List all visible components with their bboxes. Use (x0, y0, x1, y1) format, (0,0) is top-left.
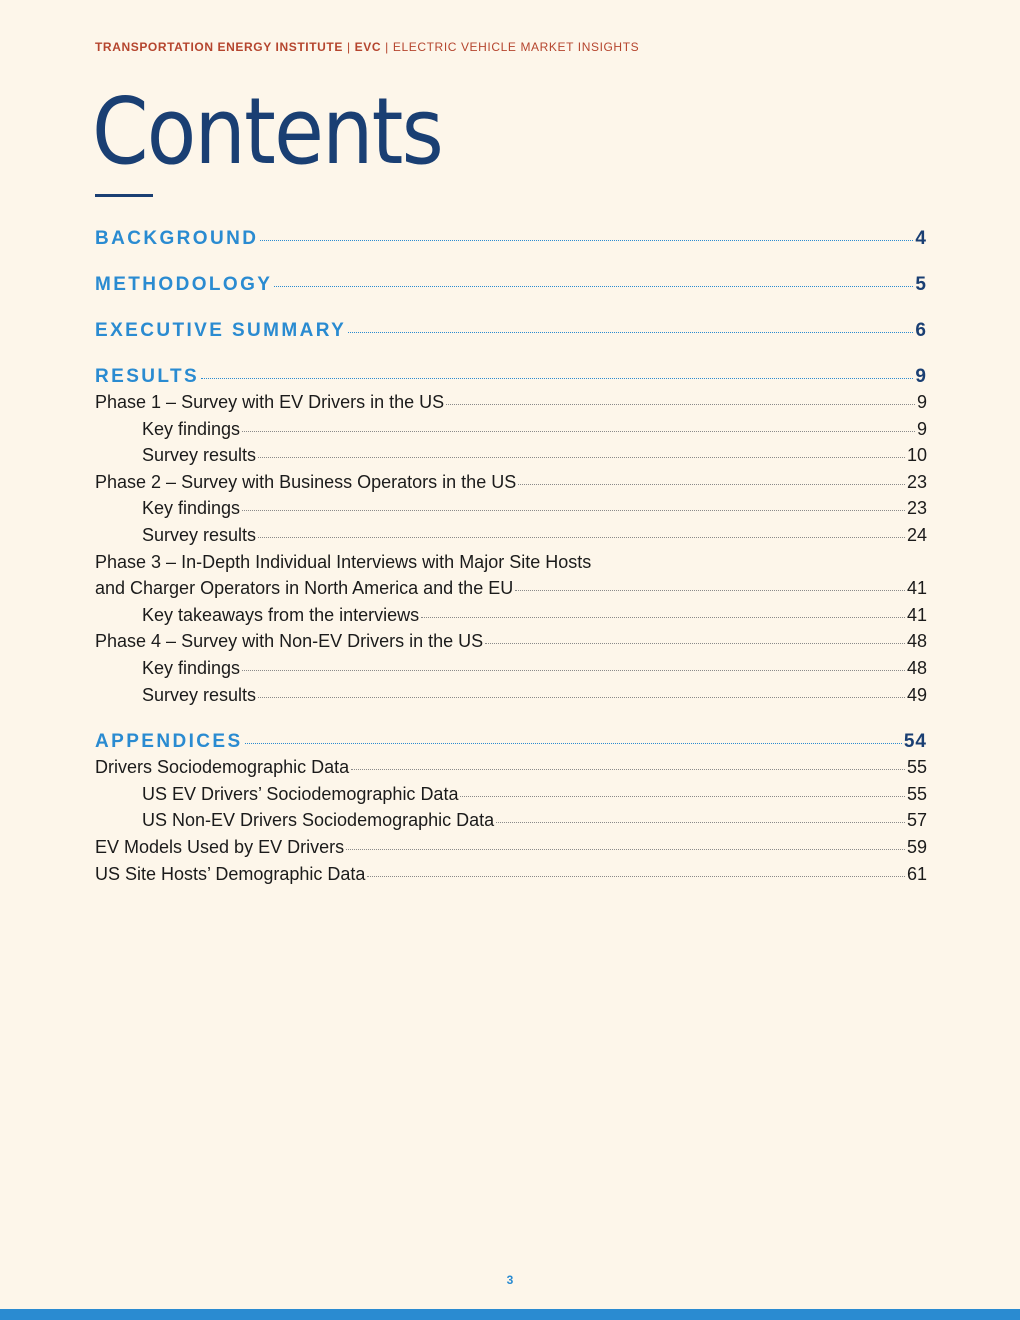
toc-entry-ev-models[interactable] (95, 837, 927, 864)
toc-label: US EV Drivers’ Sociodemographic Data (142, 783, 459, 804)
dot-leader (460, 796, 905, 797)
toc-label: US Site Hosts’ Demographic Data (95, 863, 366, 884)
dot-leader (274, 286, 913, 287)
dot-leader (201, 378, 913, 379)
header-separator: | (346, 40, 351, 54)
toc-page: 55 (906, 783, 927, 804)
toc-page: 23 (906, 498, 927, 519)
toc-entry-phase1-survey-results[interactable] (95, 445, 927, 472)
toc-entry-phase2[interactable] (95, 472, 927, 499)
toc-page: 4 (915, 228, 927, 249)
dot-leader (242, 510, 905, 511)
dot-leader (515, 590, 905, 591)
toc-label: Phase 4 – Survey with Non-EV Drivers in the US (95, 631, 484, 652)
toc-label: METHODOLOGY (95, 274, 273, 295)
toc-page: 48 (906, 657, 927, 678)
toc-entry-ev-drivers-sociodemographic[interactable] (95, 784, 927, 811)
header-separator: | (385, 40, 389, 54)
toc-entry-phase4-survey-results[interactable] (95, 685, 927, 712)
toc-page: 6 (915, 320, 927, 341)
toc-label: Survey results (142, 524, 257, 545)
dot-leader (245, 743, 902, 744)
toc-entry-phase1[interactable] (95, 392, 927, 419)
toc-page: 49 (906, 684, 927, 705)
toc-page: 59 (906, 836, 927, 857)
toc-entry-phase4-key-findings[interactable] (95, 658, 927, 685)
dot-leader (367, 876, 905, 877)
toc-label: US Non-EV Drivers Sociodemographic Data (142, 810, 495, 831)
dot-leader (258, 457, 905, 458)
toc-page: 41 (906, 578, 927, 599)
dot-leader (485, 643, 905, 644)
toc-label: RESULTS (95, 366, 200, 387)
toc-label: Key findings (142, 418, 241, 439)
header-report: ELECTRIC VEHICLE MARKET INSIGHTS (392, 40, 640, 54)
toc-entry-phase3-line2[interactable] (95, 578, 927, 605)
dot-leader (242, 670, 905, 671)
dot-leader (351, 769, 905, 770)
toc-entry-background[interactable] (95, 228, 927, 254)
toc-label: Phase 1 – Survey with EV Drivers in the US (95, 392, 445, 412)
toc-entry-phase4[interactable] (95, 631, 927, 658)
toc-label: Drivers Sociodemographic Data (95, 757, 350, 778)
toc-label: Survey results (142, 684, 257, 705)
title-underline (95, 194, 153, 197)
toc-label: Key takeaways from the interviews (142, 604, 420, 625)
toc-entry-drivers-sociodemographic[interactable] (95, 757, 927, 784)
toc-page: 24 (906, 524, 927, 545)
toc-entry-executive-summary[interactable] (95, 320, 927, 346)
toc-entry-phase3-line1[interactable] (95, 552, 927, 579)
toc-entry-nonev-drivers-sociodemographic[interactable] (95, 810, 927, 837)
toc-label: Phase 3 – In-Depth Individual Interviews with Major Site Hosts (95, 551, 592, 572)
toc-page: 9 (916, 418, 927, 439)
dot-leader (242, 431, 915, 432)
toc-label: EXECUTIVE SUMMARY (95, 320, 347, 341)
toc-entry-phase2-survey-results[interactable] (95, 525, 927, 552)
toc-page: 55 (906, 757, 927, 778)
toc-entry-results[interactable] (95, 366, 927, 392)
toc-entry-methodology[interactable] (95, 274, 927, 300)
toc-entry-phase2-key-findings[interactable] (95, 498, 927, 525)
dot-leader (258, 537, 905, 538)
toc-label: BACKGROUND (95, 228, 259, 249)
toc-page: 48 (906, 631, 927, 652)
header-program: EVC (354, 40, 382, 54)
dot-leader (421, 617, 905, 618)
dot-leader (446, 404, 915, 405)
toc-label: Survey results (142, 445, 257, 466)
header-org: TRANSPORTATION ENERGY INSTITUTE (95, 40, 343, 54)
page-title: Contents (92, 78, 443, 185)
toc-label: and Charger Operators in North America and the EU (95, 578, 514, 599)
toc-page: 5 (915, 274, 927, 295)
dot-leader (258, 697, 905, 698)
dot-leader (260, 240, 913, 241)
toc-entry-appendices[interactable] (95, 731, 927, 757)
running-header (95, 40, 639, 54)
toc-page: 9 (915, 366, 927, 387)
page-number: 3 (506, 1273, 514, 1287)
dot-leader (518, 484, 905, 485)
toc-page: 41 (906, 604, 927, 625)
toc-label: APPENDICES (95, 731, 243, 753)
toc-page: 9 (916, 392, 927, 412)
dot-leader (346, 849, 905, 850)
toc-page: 23 (906, 471, 927, 492)
toc-label: EV Models Used by EV Drivers (95, 836, 345, 857)
toc-page: 54 (903, 731, 927, 753)
toc-label: Phase 2 – Survey with Business Operators in the US (95, 471, 517, 492)
toc-entry-phase3-key-takeaways[interactable] (95, 605, 927, 632)
toc-page: 10 (906, 445, 927, 466)
bottom-accent-bar (0, 1309, 1020, 1320)
toc-page: 57 (906, 810, 927, 831)
toc-page: 61 (906, 863, 927, 884)
dot-leader (348, 332, 913, 333)
toc-entry-phase1-key-findings[interactable] (95, 419, 927, 446)
dot-leader (496, 822, 905, 823)
toc-label: Key findings (142, 657, 241, 678)
toc-label: Key findings (142, 498, 241, 519)
table-of-contents (95, 228, 927, 890)
toc-entry-site-hosts[interactable] (95, 864, 927, 891)
